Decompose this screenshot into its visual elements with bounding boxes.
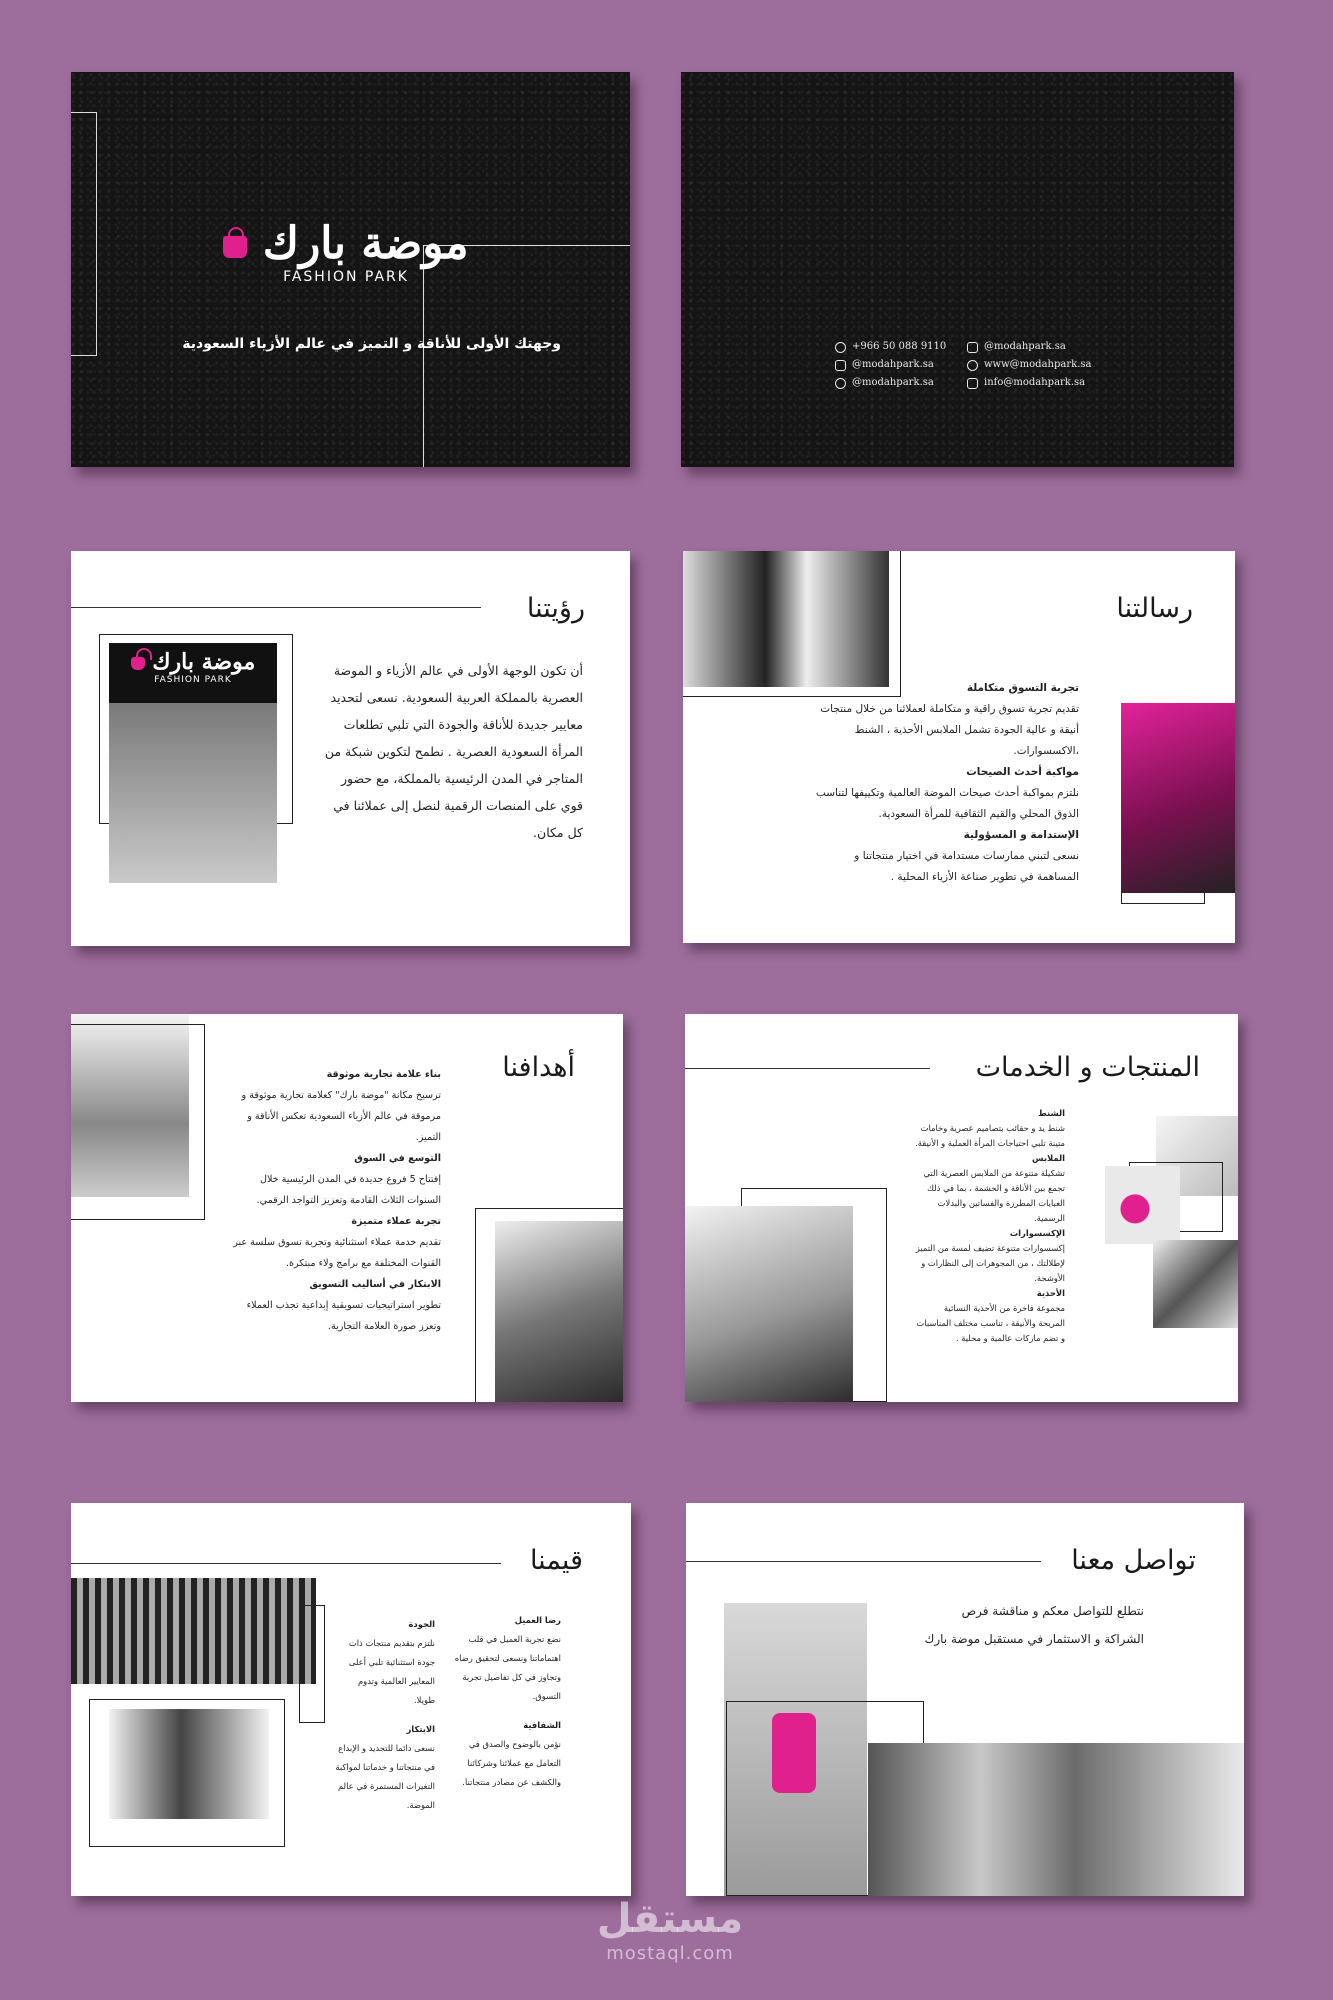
contact-instagram[interactable]: @modahpark.sa xyxy=(984,341,1066,352)
mission-heading-3: الإستدامة و المسؤولية xyxy=(963,829,1079,841)
goals-heading-3: تجربة عملاء متميزة xyxy=(351,1216,441,1227)
handbag-photo xyxy=(1105,1166,1180,1244)
products-items xyxy=(915,1106,1065,1346)
goals-heading-2: التوسع في السوق xyxy=(354,1153,441,1164)
goals-text-2: إفتتاح 5 فروع جديدة في المدن الرئيسية خلال السنوات الثلاث القادمة وتعزيز التواجد الرقمي. xyxy=(256,1174,441,1206)
contact-title: تواصل معنا xyxy=(1071,1545,1196,1576)
contact-tiktok[interactable]: @modahpark.sa xyxy=(852,359,934,370)
logo-arabic: موضة بارك xyxy=(262,218,469,269)
mission-title: رسالتنا xyxy=(1116,593,1193,624)
mission-heading-1: تجربة التسوق متكاملة xyxy=(966,682,1079,694)
brand-logo xyxy=(211,218,481,285)
products-title-line xyxy=(685,1068,930,1069)
values-column-right xyxy=(449,1611,561,1792)
logo-bag-icon xyxy=(223,236,247,258)
products-text-4: مجموعة فاخرة من الأحذية النسائية المريحة والأنيقة ، تناسب مختلف المناسبات و تضم ماركات عالمية و محلية . xyxy=(916,1303,1065,1343)
mail-icon xyxy=(967,378,978,389)
values-title-line xyxy=(71,1563,501,1564)
products-heading-4: الأحذية xyxy=(1036,1288,1065,1298)
contact-card xyxy=(686,1503,1244,1896)
studio-photo xyxy=(685,1206,853,1402)
values-text-2: نلتزم بتقديم منتجات ذات جودة استثنائية تلبي أعلى المعايير العالمية وتدوم طويلا. xyxy=(348,1638,435,1705)
products-card xyxy=(685,1014,1238,1402)
vision-title: رؤيتنا xyxy=(526,593,585,624)
mission-text-3: نسعى لتبني ممارسات مستدامة في اختيار منتجاتنا و المساهمة في تطوير صناعة الأزياء المحلية . xyxy=(854,850,1079,883)
model-portrait-photo xyxy=(1121,703,1235,893)
values-card xyxy=(71,1503,631,1896)
globe-icon xyxy=(967,360,978,371)
snapchat-icon xyxy=(835,378,846,389)
mission-text-2: نلتزم بمواكبة أحدث صيحات الموضة العالمية وتكييفها لتناسب الذوق المحلي والقيم الثقافية للمرأة السعودية. xyxy=(815,787,1079,820)
contact-website[interactable]: www@modahpark.sa xyxy=(984,359,1092,370)
values-text-4: نسعى دائما للتجديد و الإبداع في منتجاتنا و خدماتنا لمواكبة التغيرات المستمرة في عالم الموضة. xyxy=(335,1743,435,1810)
goals-title: أهدافنا xyxy=(502,1052,575,1083)
contacts-left-column xyxy=(835,338,946,392)
store-sign-bag-icon xyxy=(131,657,145,670)
vision-card xyxy=(71,551,630,946)
accessories-photo xyxy=(1153,1240,1238,1328)
watermark-english: mostaql.com xyxy=(606,1943,734,1964)
vision-title-line xyxy=(71,607,481,608)
products-text-1: شنط يد و حقائب بتصاميم عصرية وخامات متينة تلبي احتياجات المرأة العملية و الأنيقة. xyxy=(915,1123,1065,1148)
values-heading-4: الابتكار xyxy=(406,1724,435,1734)
goals-photo-frame-top xyxy=(71,1024,205,1220)
contact-title-line xyxy=(686,1561,1041,1562)
store-sign-arabic: موضة بارك xyxy=(152,649,256,675)
hangers-photo xyxy=(71,1578,316,1684)
photoshoot-photo xyxy=(495,1221,623,1402)
goals-text-4: تطوير استراتيجيات تسويقية إبداعية تجذب العملاء وتعزز صورة العلامة التجارية. xyxy=(246,1300,441,1332)
logo-english: FASHION PARK xyxy=(283,269,409,285)
products-heading-1: الشنط xyxy=(1038,1108,1065,1118)
cover-tagline: وجهتك الأولى للأناقة و التميز في عالم الأزياء السعودية xyxy=(182,336,561,352)
contact-email[interactable]: info@modahpark.sa xyxy=(984,377,1086,388)
vision-text: أن تكون الوجهة الأولى في عالم الأزياء و الموضة العصرية بالمملكة العربية السعودية. نسعى لتحديد معايير جديدة للأناقة والجودة التي تلبي تطلعات المرأة السعودية العصرية . نطمح لتكوين شبكة من المتاجر في المدن الرئيسية بالمملكة، مع حضور قوي على المنصات الرقمية لنصل إلى عملائنا في كل مكان. xyxy=(324,663,583,840)
mission-items xyxy=(813,678,1079,888)
goals-heading-4: الابتكار في أساليب التسويق xyxy=(309,1279,441,1290)
products-title: المنتجات و الخدمات xyxy=(975,1052,1200,1083)
store-sign-logo xyxy=(109,649,277,685)
values-title: قيمنا xyxy=(529,1545,583,1576)
values-heading-3: الشفافية xyxy=(523,1720,561,1730)
heels-photo xyxy=(109,1709,269,1819)
instagram-icon xyxy=(967,342,978,353)
mission-card xyxy=(683,551,1235,943)
tiktok-icon xyxy=(835,360,846,371)
values-column-left xyxy=(335,1615,435,1815)
goals-card xyxy=(71,1014,623,1402)
values-heading-1: رضا العميل xyxy=(514,1615,561,1625)
mostaql-watermark xyxy=(560,1895,780,1964)
goals-items xyxy=(229,1064,441,1337)
values-photo-frame-right xyxy=(299,1605,325,1723)
goals-heading-1: بناء علامة تجارية موثوقة xyxy=(326,1069,441,1080)
products-heading-2: الملابس xyxy=(1032,1153,1065,1163)
whatsapp-icon xyxy=(835,342,846,353)
contact-snapchat[interactable]: @modahpark.sa xyxy=(852,377,934,388)
store-interior-photo xyxy=(109,643,277,883)
values-text-1: نضع تجربة العميل في قلب اهتماماتنا ونسعى لتحقيق رضاه وتجاوز في كل تفاصيل تجربة التسوق. xyxy=(454,1634,561,1701)
cover-front-card xyxy=(71,72,630,467)
cover-back-card xyxy=(681,72,1234,467)
mission-text-1: تقديم تجربة تسوق راقية و متكاملة لعملائنا من خلال منتجات أنيقة و عالية الجودة تشمل الملابس الأحذية ، الشنط ،الاكسسوارات. xyxy=(820,703,1079,757)
mission-photo-frame xyxy=(683,551,901,697)
store-sign-english: FASHION PARK xyxy=(154,675,232,685)
sculpture-photo xyxy=(868,1743,1244,1896)
goals-text-1: ترسيخ مكانة "موضة بارك" كعلامة تجارية موثوقة و مرموقة في عالم الأزياء السعودية تعكس الأناقة و التميز. xyxy=(241,1090,441,1143)
contact-text: نتطلع للتواصل معكم و مناقشة فرص الشراكة و الاستثمار في مستقبل موضة بارك xyxy=(924,1604,1144,1646)
contacts-right-column xyxy=(967,338,1091,392)
products-text-3: إكسسوارات متنوعة تضيف لمسة من التميز لإطلالتك ، من المجوهرات إلى النظارات و الأوشحة. xyxy=(915,1243,1065,1283)
contact-whatsapp[interactable]: +966 50 088 9110 xyxy=(852,341,947,352)
goals-text-3: تقديم خدمة عملاء استثنائية وتجربة تسوق سلسة عبر القنوات المختلفة مع برامج ولاء مبتكرة. xyxy=(233,1237,441,1269)
products-text-2: تشكيلة متنوعة من الملابس العصرية التي تجمع بين الأناقة و الحشمة ، بما في ذلك العبايات المطرزة والفساتين والبدلات الرسمية. xyxy=(923,1168,1065,1223)
products-heading-3: الإكسسوارات xyxy=(1009,1228,1065,1238)
decor-frame-left xyxy=(71,112,97,356)
values-heading-2: الجودة xyxy=(408,1619,435,1629)
values-text-3: نؤمن بالوضوح والصدق في التعامل مع عملائنا وشركائنا والكشف عن مصادر منتجاتنا. xyxy=(462,1739,561,1787)
mission-heading-2: مواكبة أحدث الصيحات xyxy=(966,766,1079,778)
watermark-arabic: مستقل xyxy=(596,1896,744,1942)
